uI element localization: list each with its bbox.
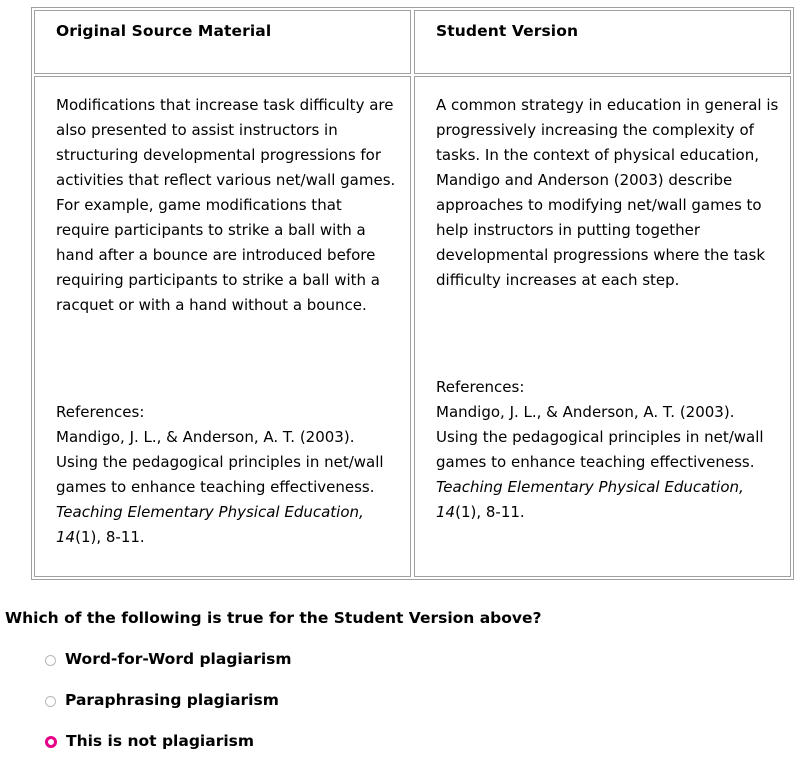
option-not-plagiarism[interactable]: [45, 732, 254, 750]
option-paraphrasing[interactable]: [45, 691, 279, 709]
citation-journal: Teaching Elementary Physical Education, 14: [436, 478, 744, 521]
references-label: References:: [56, 403, 145, 421]
original-source-cell: [34, 76, 411, 577]
header-original-source: Original Source Material: [56, 22, 272, 40]
original-source-text: Modifications that increase task difficulty are also presented to assist instructors in structuring developmental progressions for activities that reflect various net/wall games. For example, game modifications that require participants to strike a ball with a hand after a bounce are introduced before requiring participants to strike a ball with a racquet or with a hand without a bounce.: [56, 96, 396, 314]
radio-button-selected[interactable]: [45, 736, 57, 748]
radio-button[interactable]: [45, 655, 56, 666]
question-prompt: Which of the following is true for the Student Version above?: [5, 609, 542, 627]
student-references: [436, 375, 781, 525]
citation-issue: (1), 8-11.: [455, 503, 525, 521]
radio-button[interactable]: [45, 696, 56, 707]
header-student-version: Student Version: [436, 22, 579, 40]
citation-journal: Teaching Elementary Physical Education, 14: [56, 503, 364, 546]
reference-citation: [436, 400, 781, 525]
header-cell-original: [34, 10, 411, 74]
student-version-cell: [414, 76, 791, 577]
citation-issue: (1), 8-11.: [75, 528, 145, 546]
option-label[interactable]: Paraphrasing plagiarism: [65, 691, 279, 709]
option-word-for-word[interactable]: [45, 650, 292, 668]
citation-text: Mandigo, J. L., & Anderson, A. T. (2003). Using the pedagogical principles in net/wall games to enhance teaching effectiveness.: [56, 428, 384, 496]
option-label[interactable]: Word-for-Word plagiarism: [65, 650, 292, 668]
comparison-table: [31, 7, 794, 580]
option-label[interactable]: This is not plagiarism: [66, 732, 255, 750]
reference-citation: [56, 425, 396, 550]
references-label: References:: [436, 378, 525, 396]
citation-text: Mandigo, J. L., & Anderson, A. T. (2003). Using the pedagogical principles in net/wall games to enhance teaching effectiveness.: [436, 403, 764, 471]
header-cell-student: [414, 10, 791, 74]
student-version-text: A common strategy in education in general is progressively increasing the complexity of tasks. In the context of physical education, Mandigo and Anderson (2003) describe approaches to modifying net/wall games to help instructors in putting together developmental progressions where the task difficulty increases at each step.: [436, 96, 779, 289]
original-references: [56, 400, 396, 550]
